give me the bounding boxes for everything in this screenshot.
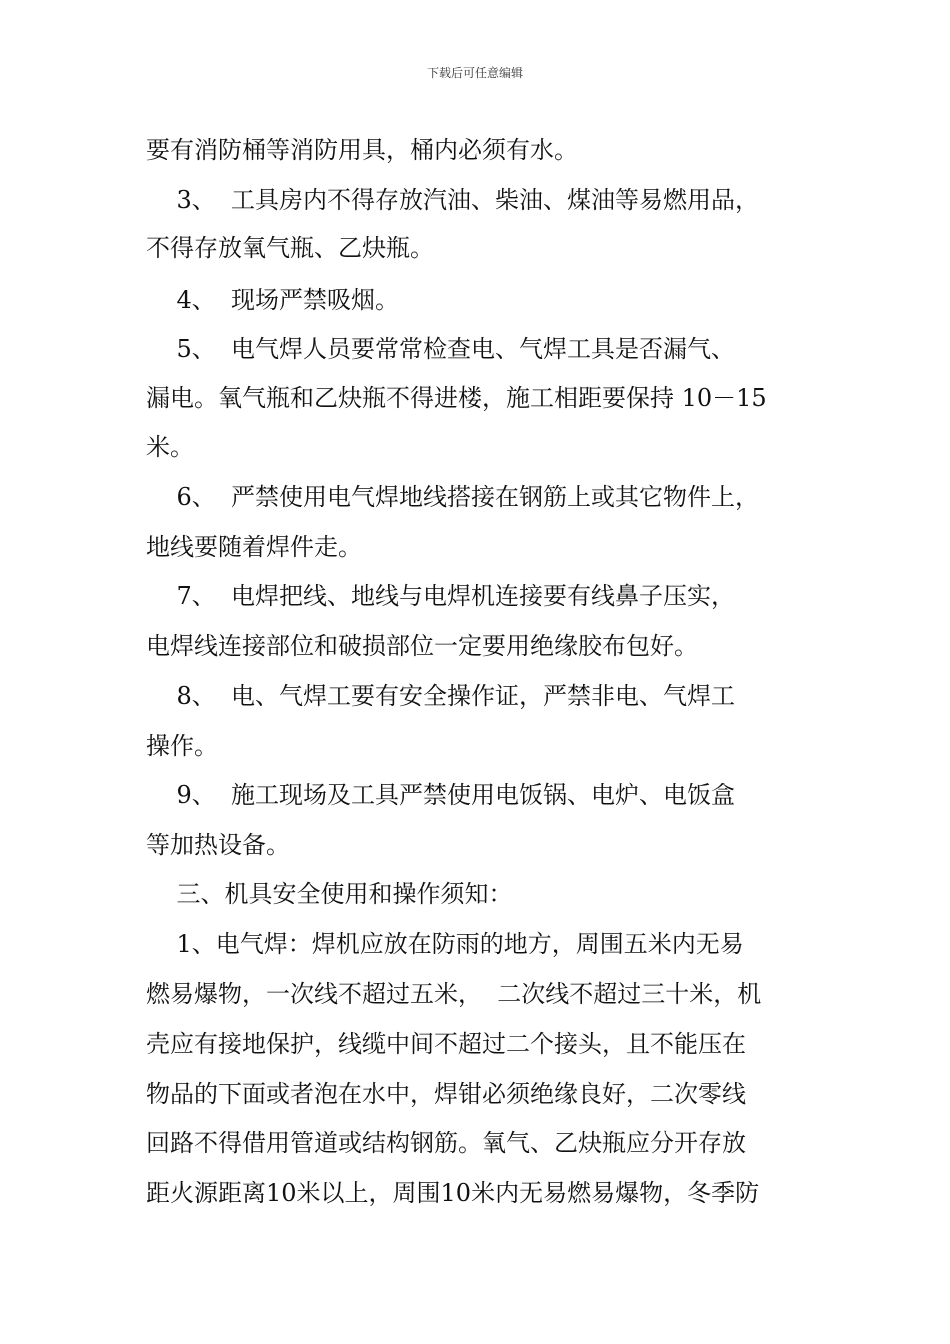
body-line: 8、 电、气焊工要有安全操作证，严禁非电、气焊工: [146, 682, 736, 710]
body-line: 6、 严禁使用电气焊地线搭接在钢筋上或其它物件上，: [146, 483, 760, 511]
section-heading: 三、机具安全使用和操作须知：: [146, 880, 513, 908]
body-line: 5、 电气焊人员要常常检查电、气焊工具是否漏气、: [146, 335, 736, 363]
body-line: 不得存放氧气瓶、乙炔瓶。: [146, 234, 434, 262]
body-line: 3、 工具房内不得存放汽油、柴油、煤油等易燃用品，: [146, 186, 760, 214]
body-line: 米。: [146, 433, 194, 461]
body-line: 电焊线连接部位和破损部位一定要用绝缘胶布包好。: [146, 632, 698, 660]
body-line: 壳应有接地保护，线缆中间不超过二个接头，且不能压在: [146, 1030, 746, 1058]
body-line: 4、 现场严禁吸烟。: [146, 286, 400, 314]
body-line: 回路不得借用管道或结构钢筋。氧气、乙炔瓶应分开存放: [146, 1129, 746, 1157]
body-line: 7、 电焊把线、地线与电焊机连接要有线鼻子压实，: [146, 582, 736, 610]
body-line: 9、 施工现场及工具严禁使用电饭锅、电炉、电饭盒: [146, 781, 736, 809]
body-line: 1、电气焊：焊机应放在防雨的地方，周围五米内无易: [146, 930, 744, 958]
body-line: 地线要随着焊件走。: [146, 533, 362, 561]
body-line: 燃易爆物，一次线不超过五米， 二次线不超过三十米，机: [146, 980, 762, 1008]
page-header: 下载后可任意编辑: [426, 66, 523, 80]
body-line: 要有消防桶等消防用具，桶内必须有水。: [146, 136, 578, 164]
body-line: 物品的下面或者泡在水中，焊钳必须绝缘良好，二次零线: [146, 1080, 746, 1108]
body-line: 漏电。氧气瓶和乙炔瓶不得进楼，施工相距要保持 10－15: [146, 384, 767, 412]
body-line: 等加热设备。: [146, 831, 290, 859]
body-line: 操作。: [146, 732, 218, 760]
body-line: 距火源距离10米以上，周围10米内无易燃易爆物，冬季防: [146, 1179, 760, 1207]
